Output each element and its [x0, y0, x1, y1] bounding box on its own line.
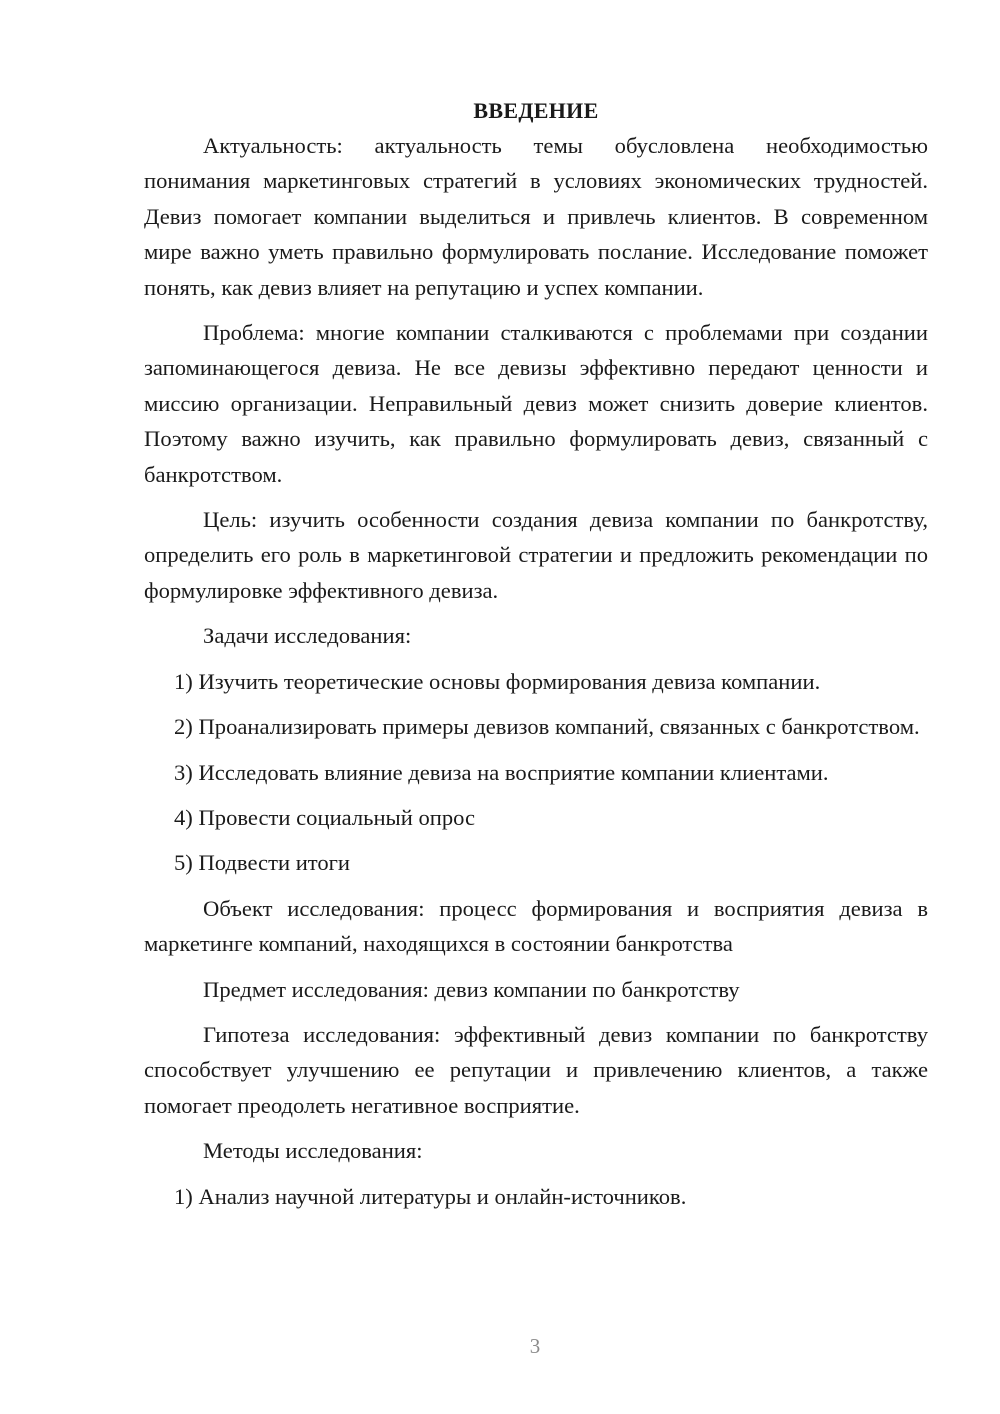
page-title: ВВЕДЕНИЕ	[473, 98, 599, 123]
relevance-paragraph: Актуальность: актуальность темы обусловлена необходимостью понимания маркетинговых стратегий в условиях экономических трудностей. Девиз помогает компании выделиться и привлечь клиентов. В современном мире важно уметь правильно формулировать послание. Исследование поможет понять, как девиз влияет на репутацию и успех компании.	[144, 133, 928, 300]
task-item-4: 4) Провести социальный опрос	[174, 804, 476, 830]
problem-paragraph: Проблема: многие компании сталкиваются с проблемами при создании запоминающегося девиза. Не все девизы эффективно передают ценности и миссию организации. Неправильный девиз может снизить доверие клиентов. Поэтому важно изучить, как правильно формулировать девиз, связанный с банкротством.	[144, 320, 928, 487]
hypothesis-paragraph: Гипотеза исследования: эффективный девиз компании по банкротству способствует улучшению ее репутации и привлечению клиентов, а также помогает преодолеть негативное восприятие.	[144, 1021, 928, 1118]
methods-title: Методы исследования:	[203, 1138, 423, 1164]
subject-paragraph: Предмет исследования: девиз компании по банкротству	[203, 976, 740, 1002]
task-item-5: 5) Подвести итоги	[174, 850, 351, 876]
tasks-list	[144, 664, 928, 881]
tasks-title: Задачи исследования:	[203, 623, 412, 649]
page-content	[144, 94, 928, 1214]
task-item-1: 1) Изучить теоретические основы формирования девиза компании.	[174, 668, 821, 694]
goal-paragraph: Цель: изучить особенности создания девиза компании по банкротству, определить его роль в маркетинговой стратегии и предложить рекомендации по формулировке эффективного девиза.	[144, 507, 928, 603]
methods-list	[144, 1179, 928, 1214]
task-item-2: 2) Проанализировать примеры девизов компаний, связанных с банкротством.	[174, 714, 920, 740]
task-item-3: 3) Исследовать влияние девиза на восприятие компании клиентами.	[174, 759, 829, 785]
page-number: 3	[529, 1334, 541, 1358]
object-paragraph: Объект исследования: процесс формирования и восприятия девиза в маркетинге компаний, находящихся в состоянии банкротства	[144, 895, 928, 957]
method-item-1: 1) Анализ научной литературы и онлайн-источников.	[174, 1183, 687, 1209]
